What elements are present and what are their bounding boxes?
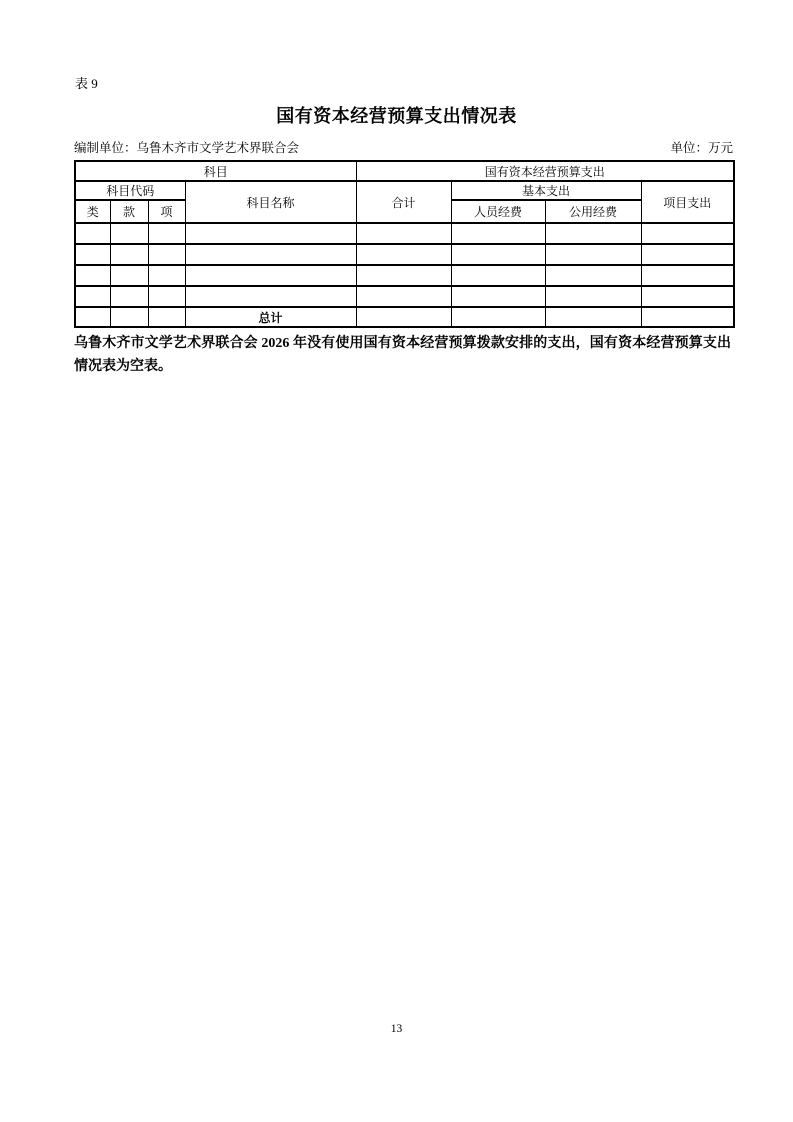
empty-cell [110,244,148,265]
table-row [75,265,734,286]
header-class: 类 [75,200,110,223]
empty-cell [451,307,545,327]
empty-cell [185,286,356,307]
header-project-expenditure: 项目支出 [641,181,734,223]
empty-cell [75,307,110,327]
header-section: 款 [110,200,148,223]
empty-cell [148,265,185,286]
empty-cell [185,244,356,265]
empty-cell [110,265,148,286]
empty-cell [451,223,545,244]
empty-cell [545,223,641,244]
empty-cell [148,244,185,265]
empty-cell [356,286,451,307]
header-total: 合计 [356,181,451,223]
empty-cell [451,265,545,286]
empty-cell [75,223,110,244]
header-budget-expenditure-group: 国有资本经营预算支出 [356,161,734,181]
empty-cell [110,307,148,327]
total-row-label: 总计 [185,307,356,327]
empty-cell [185,223,356,244]
empty-cell [110,286,148,307]
empty-cell [185,265,356,286]
header-personnel-funds: 人员经费 [451,200,545,223]
header-public-funds: 公用经费 [545,200,641,223]
header-item: 项 [148,200,185,223]
empty-cell [545,286,641,307]
empty-cell [641,223,734,244]
empty-cell [148,286,185,307]
empty-table-note: 乌鲁木齐市文学艺术界联合会 2026 年没有使用国有资本经营预算拨款安排的支出，国有资本经营预算支出情况表为空表。 [74,336,731,374]
header-row-2 [75,181,734,200]
header-subject-group: 科目 [75,161,356,181]
empty-cell [451,286,545,307]
total-row [75,307,734,327]
empty-cell [148,223,185,244]
empty-cell [641,265,734,286]
table-row [75,286,734,307]
empty-cell [545,307,641,327]
empty-cell [641,244,734,265]
header-subject-code: 科目代码 [75,181,185,200]
empty-cell [641,307,734,327]
empty-cell [356,307,451,327]
empty-cell [75,286,110,307]
page-title: 国有资本经营预算支出情况表 [276,106,517,126]
empty-cell [545,265,641,286]
header-row-1 [75,161,734,181]
table-row [75,223,734,244]
empty-cell [356,265,451,286]
empty-cell [545,244,641,265]
header-subject-name: 科目名称 [185,181,356,223]
prepared-by-label: 编制单位：乌鲁木齐市文学艺术界联合会 [74,141,300,155]
table-meta-row [74,141,733,156]
empty-cell [356,223,451,244]
table-number-label: 表 9 [75,76,98,91]
page-number: 13 [390,1023,403,1035]
empty-cell [110,223,148,244]
empty-cell [641,286,734,307]
empty-cell [356,244,451,265]
empty-cell [75,265,110,286]
empty-cell [75,244,110,265]
unit-label: 单位：万元 [670,141,733,155]
table-row [75,244,734,265]
empty-cell [148,307,185,327]
empty-cell [451,244,545,265]
header-basic-expenditure: 基本支出 [451,181,641,200]
budget-expenditure-table [74,160,735,328]
